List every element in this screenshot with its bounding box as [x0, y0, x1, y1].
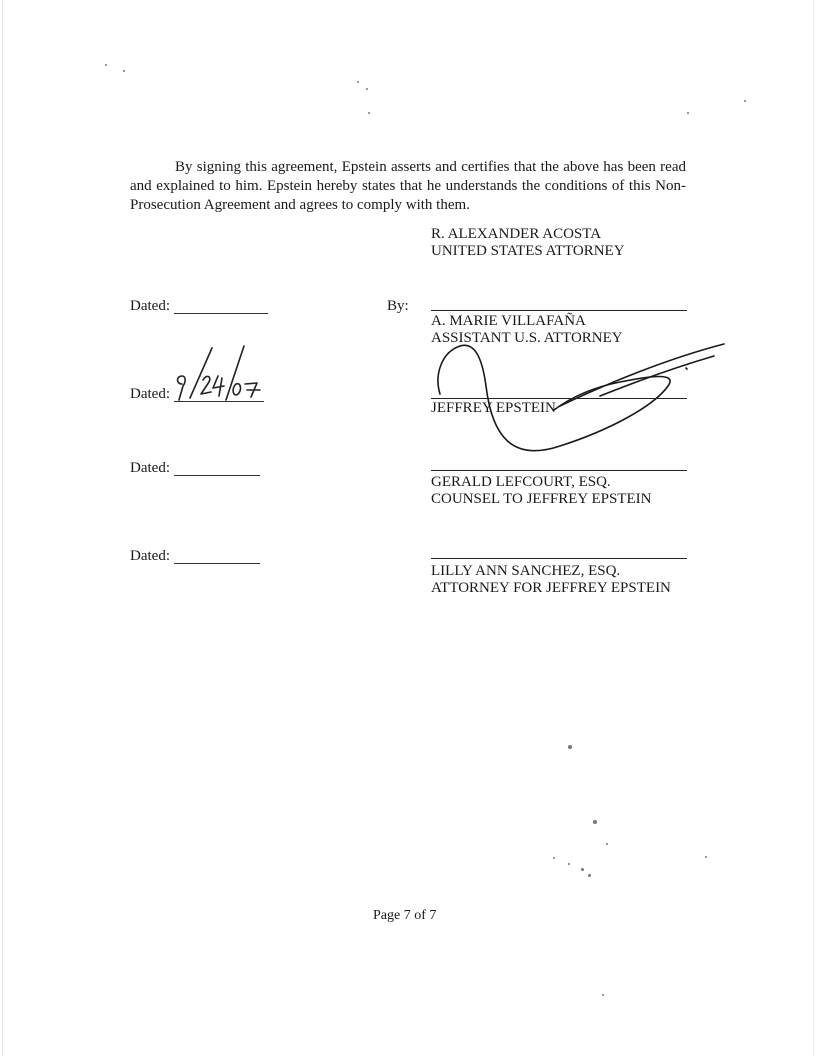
scan-speck — [368, 112, 370, 114]
signature-line-ausa — [431, 310, 687, 311]
dated-label: Dated: — [130, 548, 170, 564]
lefcourt-name: GERALD LEFCOURT, ESQ. — [431, 474, 611, 490]
dated-blank-line — [174, 475, 260, 476]
page-number: Page 7 of 7 — [373, 908, 437, 923]
signature-line-lefcourt — [431, 470, 687, 471]
scan-speck — [606, 843, 608, 845]
scan-speck — [366, 88, 368, 90]
sanchez-name: LILLY ANN SANCHEZ, ESQ. — [431, 563, 621, 579]
scan-speck — [568, 863, 570, 865]
dated-blank-line — [174, 563, 260, 564]
scan-speck — [568, 745, 572, 749]
scan-speck — [588, 874, 591, 877]
lefcourt-title: COUNSEL TO JEFFREY EPSTEIN — [431, 491, 652, 507]
us-attorney-title: UNITED STATES ATTORNEY — [431, 243, 625, 259]
by-label: By: — [387, 298, 409, 314]
dated-blank-line — [174, 313, 268, 314]
page-edge-right — [813, 0, 814, 1056]
scan-speck — [593, 820, 597, 824]
scan-speck — [705, 856, 707, 858]
page-edge-left — [2, 0, 3, 1056]
scan-speck — [687, 112, 689, 114]
certification-paragraph: By signing this agreement, Epstein asserts and certifies that the above has been read and explained to him. Epstein hereby states that he understands the conditions of this Non-Prosecution Agreement and agrees to comply with them. — [130, 159, 686, 213]
scan-speck — [357, 81, 359, 83]
scan-speck — [105, 64, 107, 66]
scan-speck — [553, 857, 555, 859]
dated-label: Dated: — [130, 460, 170, 476]
handwritten-date — [170, 340, 270, 404]
dated-label: Dated: — [130, 298, 170, 314]
signature-line-sanchez — [431, 558, 687, 559]
scan-speck — [744, 100, 746, 102]
scan-speck — [581, 868, 584, 871]
scan-speck — [123, 70, 125, 72]
dated-label: Dated: — [130, 386, 170, 402]
sanchez-title: ATTORNEY FOR JEFFREY EPSTEIN — [431, 580, 671, 596]
ausa-title: ASSISTANT U.S. ATTORNEY — [431, 330, 623, 346]
ausa-name: A. MARIE VILLAFAÑA — [431, 313, 586, 329]
epstein-name: JEFFREY EPSTEIN — [431, 400, 556, 416]
us-attorney-name: R. ALEXANDER ACOSTA — [431, 226, 602, 242]
scan-speck — [602, 994, 604, 996]
